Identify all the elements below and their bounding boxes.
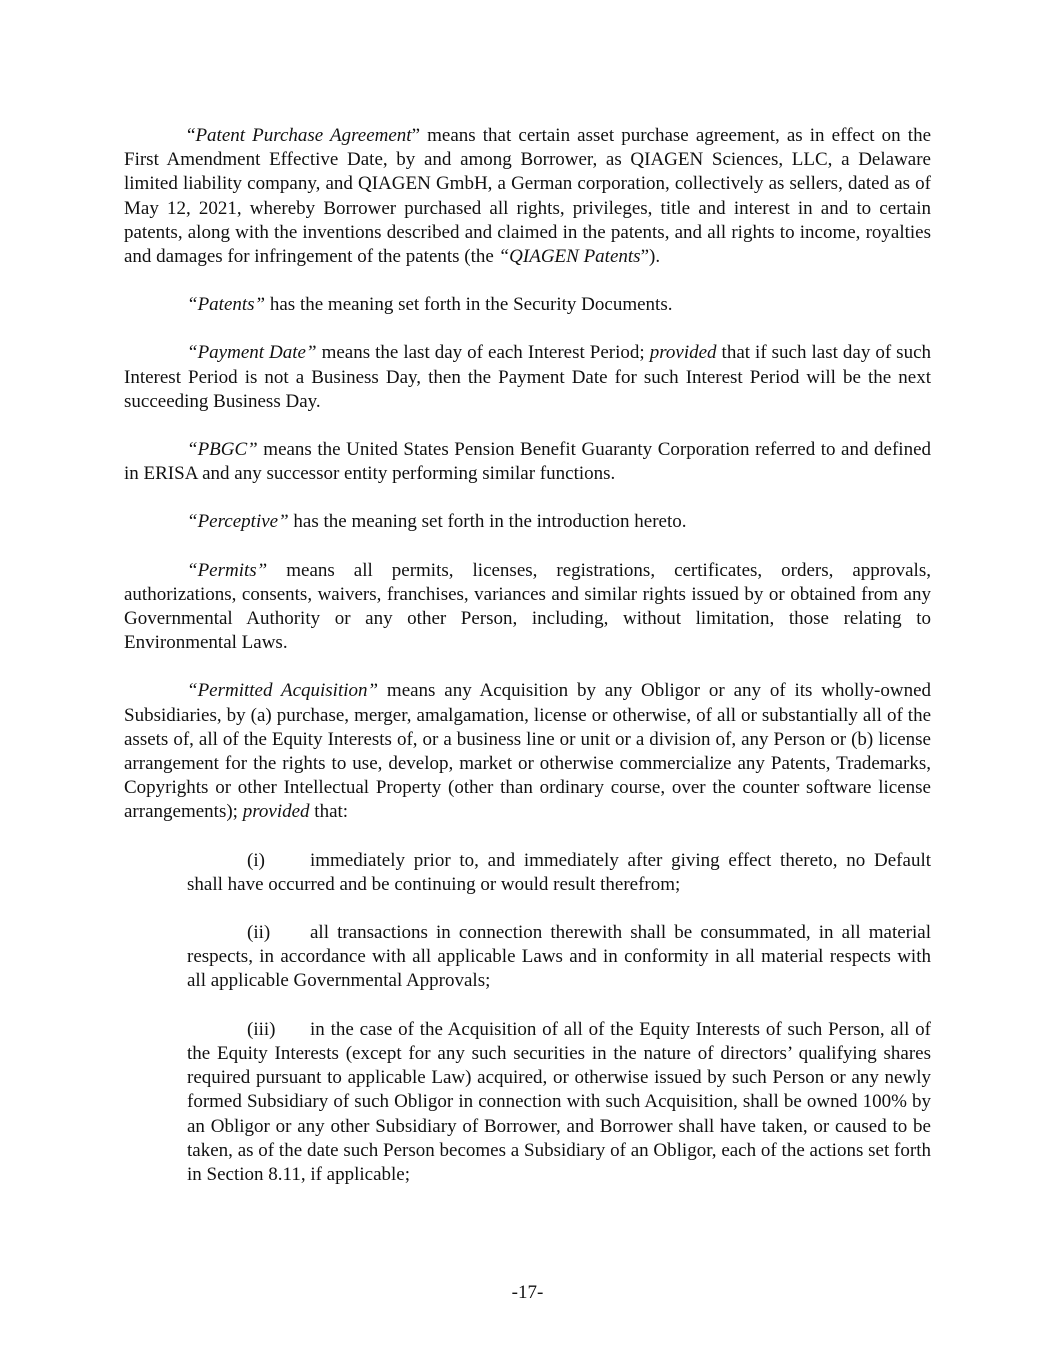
document-body	[124, 124, 931, 1211]
defined-term: “Permitted Acquisition”	[187, 680, 379, 702]
list-item-text: immediately prior to, and immediately after giving effect thereto, no Default shall have occurred and be continuing or would result therefrom;	[187, 849, 931, 895]
definition-payment-date	[124, 341, 931, 414]
definition-perceptive	[124, 510, 931, 534]
list-item-text: all transactions in connection therewith shall be consummated, in all material respects, in accordance with all applicable Laws and in conformity in all material respects with all applicable Governmental Approvals;	[187, 922, 931, 992]
definition-permits	[124, 559, 931, 656]
defined-term: Patent Purchase Agreement	[195, 125, 412, 146]
list-item-number: (ii)	[247, 922, 271, 944]
defined-term-qiagen-patents: “QIAGEN Patents	[498, 246, 641, 268]
definition-text: ” means that certain asset purchase agreement, as in effect on the First Amendment Effective Date, by and among Borrower, as QIAGEN Sciences, LLC, a Delaware limited liability company, and QIAGEN GmbH, a German corporation, collectively as sellers, dated as of May 12, 2021, whereby Borrower purchased all rights, privileges, title and interest in and to certain patents, along with the inventions described and claimed in the patents, and all rights to income, royalties and damages for infringement of the patents (the	[124, 125, 931, 268]
definition-patent-purchase-agreement	[124, 124, 931, 269]
defined-term: “Perceptive”	[187, 511, 289, 533]
defined-term: “Permits”	[187, 559, 268, 581]
definition-end: ”).	[640, 246, 661, 268]
definition-text-continued: that if such last day of such Interest Period is not a Business Day, then the Payment Date for such Interest Period will be the next succeeding Business Day.	[124, 342, 932, 412]
defined-term: “Patents”	[187, 294, 266, 316]
definition-text: means the last day of each Interest Period;	[316, 342, 650, 364]
open-quote: “	[187, 125, 196, 146]
list-item-number: (i)	[247, 849, 265, 871]
definition-text-continued: that:	[309, 801, 349, 823]
definition-patents	[124, 293, 931, 317]
definition-text: has the meaning set forth in the introduction hereto.	[288, 511, 687, 533]
definition-text: means all permits, licenses, registrations, certificates, orders, approvals, authorizations, consents, waivers, franchises, variances and similar rights issued by or obtained from any Governmental Authority or any other Person, including, without limitation, those relating to Environmental Laws.	[124, 559, 931, 654]
page-number: -17-	[511, 1282, 544, 1303]
provided-word: provided	[649, 342, 717, 364]
definition-text: has the meaning set forth in the Security Documents.	[265, 294, 673, 316]
provided-word: provided	[242, 801, 310, 823]
list-item-text: in the case of the Acquisition of all of the Equity Interests of such Person, all of the Equity Interests (except for any such securities in the nature of directors’ qualifying shares required pursuant to applicable Law) acquired, or otherwise issued by such Person or any newly formed Subsidiary of such Obligor in connection with such Acquisition, shall be owned 100% by an Obligor or any other Subsidiary of Borrower, and Borrower shall have taken, or caused to be taken, as of the date such Person becomes a Subsidiary of an Obligor, each of the actions set forth in Section 8.11, if applicable;	[187, 1018, 931, 1185]
definition-permitted-acquisition	[124, 679, 931, 824]
list-item-number: (iii)	[247, 1018, 276, 1040]
defined-term: “Payment Date”	[187, 342, 317, 364]
defined-term: “PBGC”	[187, 439, 258, 461]
definition-text: means the United States Pension Benefit Guaranty Corporation referred to and defined in ERISA and any successor entity performing similar functions.	[124, 439, 931, 485]
list-item	[187, 1018, 931, 1187]
list-item	[187, 921, 931, 994]
definition-text: means any Acquisition by any Obligor or any of its wholly-owned Subsidiaries, by (a) purchase, merger, amalgamation, license or otherwise, of all or substantially all of the assets of, all of the Equity Interests of, or a business line or unit or a division of, any Person or (b) license arrangement for the rights to use, develop, market or otherwise commercialize any Patents, Trademarks, Copyrights or other Intellectual Property (other than ordinary course, over the counter software license arrangements);	[124, 680, 931, 823]
list-item	[187, 849, 931, 897]
definition-pbgc	[124, 438, 931, 486]
